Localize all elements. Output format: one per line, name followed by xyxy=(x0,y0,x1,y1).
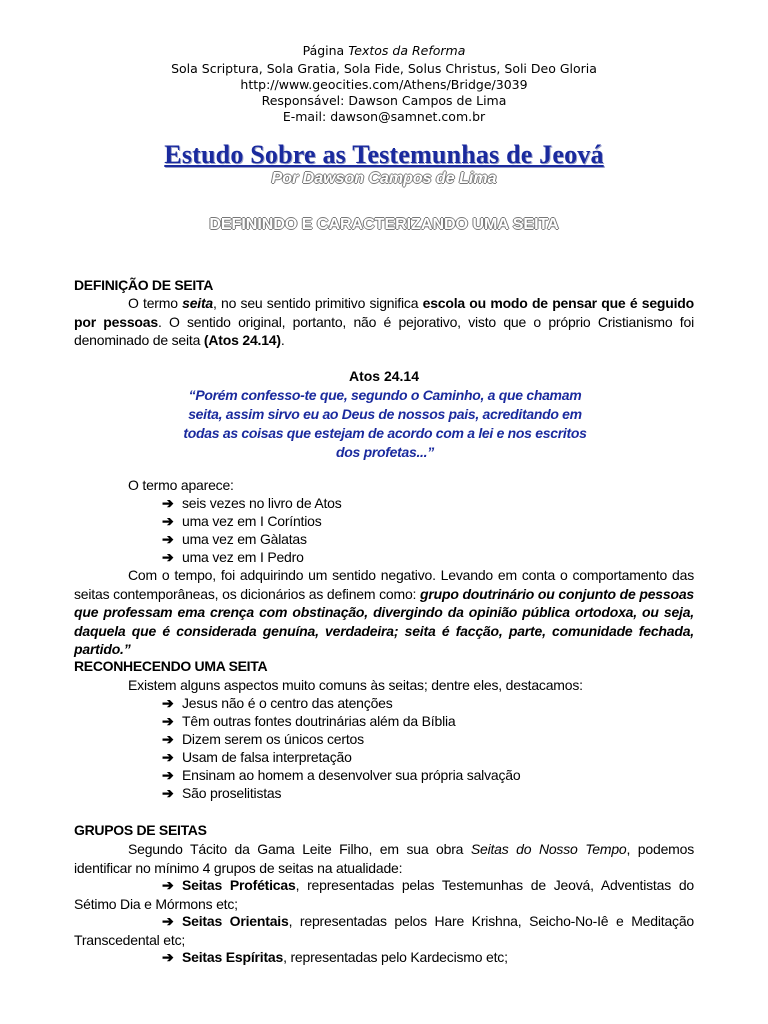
arrow-right-icon: ➔ xyxy=(162,913,174,929)
text-run: , no seu sentido primitivo significa xyxy=(213,295,423,311)
document-title: Estudo Sobre as Testemunhas de Jeová xyxy=(164,140,604,169)
appears-intro: O termo aparece: xyxy=(128,477,234,493)
header-url: http://www.geocities.com/Athens/Bridge/3039 xyxy=(240,77,528,92)
header-motto: Sola Scriptura, Sola Gratia, Sola Fide, Solus Christus, Soli Deo Gloria xyxy=(171,61,597,76)
list-item xyxy=(162,766,520,784)
list-item-text: São proselitistas xyxy=(182,785,282,801)
bible-quote: “Porém confesso-te que, segundo o Caminho, a que chamam seita, assim sirvo eu ao Deus de nossos pais, acreditando em todas as coisas que estejam de acordo com a lei e nos escritos dos profetas...” xyxy=(183,387,587,460)
group-prophetic xyxy=(74,876,694,913)
header-site-name: Textos da Reforma xyxy=(348,43,466,58)
list-item xyxy=(162,512,322,530)
arrow-right-icon: ➔ xyxy=(162,549,174,565)
text-run: , podemos identificar no mínimo 4 grupos de seitas na atualidade: xyxy=(74,841,694,876)
arrow-right-icon: ➔ xyxy=(162,495,174,511)
paragraph-definition xyxy=(74,294,694,350)
text-run-emphasis: grupo doutrinário ou conjunto de pessoas que professam ema crença com obstinação, divergindo da opinião pública ortodoxa, ou seja, daquela que é considerada genuína, verdadeira; seita é facção, parte, comunidade fechada, partido.” xyxy=(74,585,695,657)
section-heading-definition: DEFINIÇÃO DE SEITA xyxy=(74,277,214,293)
group-name: Seitas Orientais xyxy=(182,913,289,929)
section-heading-groups: GRUPOS DE SEITAS xyxy=(74,822,207,838)
group-description: , representadas pelas Testemunhas de Jeová, Adventistas do Sétimo Dia e Mórmons etc; xyxy=(74,877,695,912)
arrow-right-icon: ➔ xyxy=(162,531,174,547)
list-item-text: Usam de falsa interpretação xyxy=(182,749,352,765)
arrow-right-icon: ➔ xyxy=(162,949,174,965)
list-item-text: uma vez em I Pedro xyxy=(182,549,304,565)
text-run-bold: escola ou modo de pensar que é seguido por pessoas xyxy=(74,295,694,330)
list-item xyxy=(162,694,393,712)
header-responsible: Responsável: Dawson Campos de Lima xyxy=(261,93,507,108)
text-run: Segundo Tácito da Gama Leite Filho, em sua obra xyxy=(128,841,471,857)
text-run: O termo xyxy=(128,295,183,311)
group-name: Seitas Proféticas xyxy=(182,877,296,893)
list-item xyxy=(162,712,455,730)
group-description: , representadas pelo Kardecismo etc; xyxy=(283,949,508,965)
paragraph-negative-sense xyxy=(74,566,694,659)
paragraph-groups-intro xyxy=(74,840,694,877)
text-run: . xyxy=(280,332,285,348)
document-byline: Por Dawson Campos de Lima xyxy=(271,170,497,187)
header-site-prefix: Página xyxy=(302,43,349,58)
arrow-right-icon: ➔ xyxy=(162,713,174,729)
list-item xyxy=(162,494,342,512)
recognizing-intro: Existem alguns aspectos muito comuns às seitas; dentre eles, destacamos: xyxy=(128,677,583,693)
list-item-text: Dizem serem os únicos certos xyxy=(182,731,364,747)
list-item xyxy=(162,784,281,802)
arrow-right-icon: ➔ xyxy=(162,749,174,765)
text-run-emphasis: seita xyxy=(182,295,214,311)
list-item xyxy=(162,730,364,748)
text-run: Com o tempo, foi adquirindo um sentido negativo. Levando em conta o comportamento das seitas contemporâneas, os dicionários as definem como: xyxy=(74,567,694,602)
list-item-text: Têm outras fontes doutrinárias além da Bíblia xyxy=(182,713,456,729)
arrow-right-icon: ➔ xyxy=(162,767,174,783)
text-run: . O sentido original, portanto, não é pejorativo, visto que o próprio Cristianismo foi denominado de seita xyxy=(74,313,694,348)
list-item xyxy=(162,530,307,548)
header-email: E-mail: dawson@samnet.com.br xyxy=(282,109,486,124)
arrow-right-icon: ➔ xyxy=(162,695,174,711)
book-title: Seitas do Nosso Tempo xyxy=(470,841,627,857)
list-item-text: seis vezes no livro de Atos xyxy=(182,495,342,511)
text-run-bold: (Atos 24.14) xyxy=(203,332,281,348)
list-item-text: uma vez em I Coríntios xyxy=(182,513,322,529)
group-oriental xyxy=(74,912,694,949)
quote-reference: Atos 24.14 xyxy=(348,368,420,384)
list-item-text: Ensinam ao homem a desenvolver sua própria salvação xyxy=(182,767,521,783)
list-item xyxy=(162,548,304,566)
group-name: Seitas Espíritas xyxy=(182,949,284,965)
arrow-right-icon: ➔ xyxy=(162,785,174,801)
arrow-right-icon: ➔ xyxy=(162,513,174,529)
arrow-right-icon: ➔ xyxy=(162,877,174,893)
arrow-right-icon: ➔ xyxy=(162,731,174,747)
document-subtitle: DEFININDO E CARACTERIZANDO UMA SEITA xyxy=(209,216,559,233)
header-site-line xyxy=(0,43,768,59)
group-spiritist xyxy=(74,948,694,967)
group-description: , representadas pelos Hare Krishna, Seicho-No-Iê e Meditação Transcedental etc; xyxy=(74,913,695,948)
list-item-text: uma vez em Gàlatas xyxy=(182,531,307,547)
list-item-text: Jesus não é o centro das atenções xyxy=(182,695,393,711)
list-item xyxy=(162,748,352,766)
section-heading-recognizing: RECONHECENDO UMA SEITA xyxy=(74,658,268,674)
